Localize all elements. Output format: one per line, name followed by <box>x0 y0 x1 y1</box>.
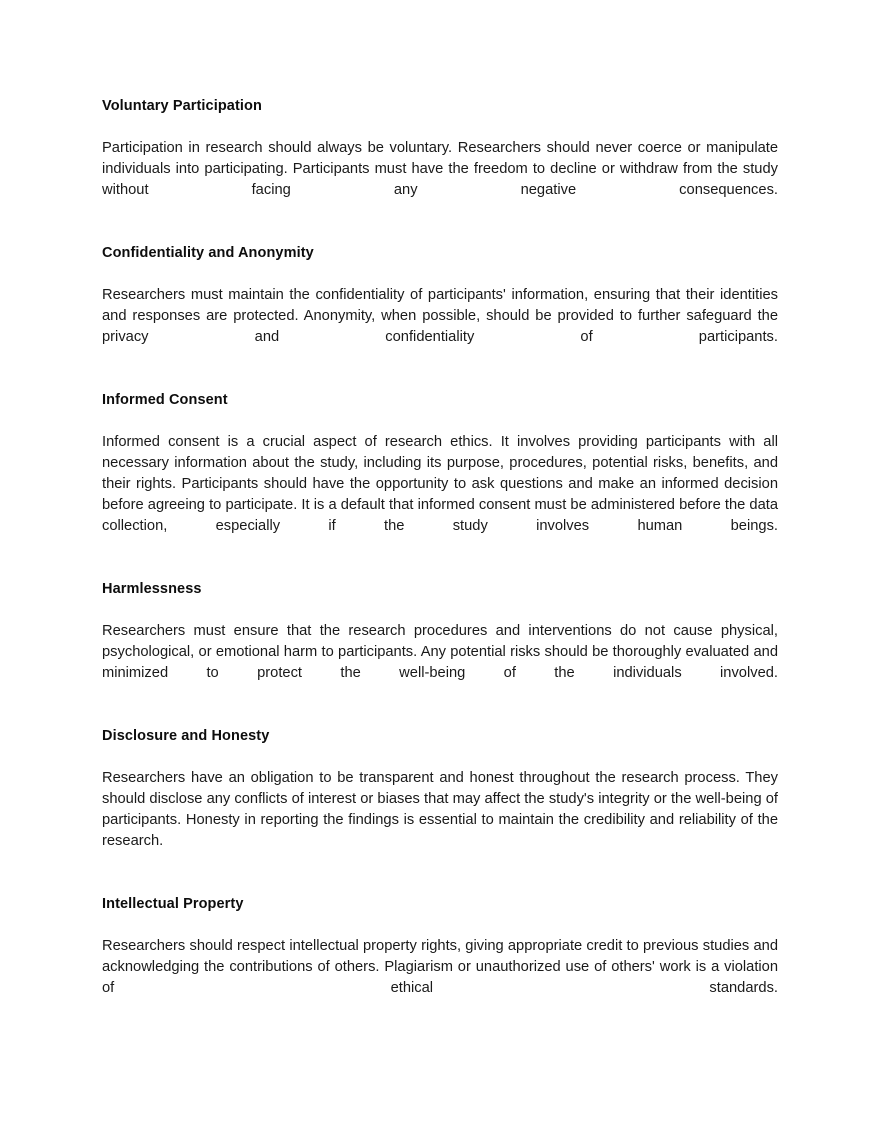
document-content <box>102 96 778 1020</box>
section-disclosure-and-honesty <box>102 726 778 873</box>
section-paragraph: Researchers must ensure that the research procedures and interventions do not cause physical, psychological, or emotional harm to participants. Any potential risks should be thoroughly evaluated and minimized to protect the well-being of the individuals involved. <box>102 623 778 681</box>
section-paragraph: Researchers have an obligation to be transparent and honest throughout the research process. They should disclose any conflicts of interest or biases that may affect the study's integrity or the well-being of participants. Honesty in reporting the findings is essential to maintain the credibility and reliability of the research. <box>102 770 778 849</box>
section-intellectual-property <box>102 894 778 1020</box>
section-paragraph: Participation in research should always be voluntary. Researchers should never coerce or manipulate individuals into participating. Participants must have the freedom to decline or withdraw from the study without facing any negative consequences. <box>102 140 778 198</box>
section-heading: Harmlessness <box>102 581 202 597</box>
section-paragraph: Researchers must maintain the confidentiality of participants' information, ensuring that their identities and responses are protected. Anonymity, when possible, should be provided to further safeguard the privacy and confidentiality of participants. <box>102 287 778 345</box>
section-paragraph: Informed consent is a crucial aspect of research ethics. It involves providing participants with all necessary information about the study, including its purpose, procedures, potential risks, benefits, and their rights. Participants should have the opportunity to ask questions and make an informed decision before agreeing to participate. It is a default that informed consent must be administered before the data collection, especially if the study involves human beings. <box>102 434 778 534</box>
section-heading: Confidentiality and Anonymity <box>102 245 314 261</box>
section-heading: Disclosure and Honesty <box>102 728 270 744</box>
section-informed-consent <box>102 390 778 558</box>
section-heading: Informed Consent <box>102 392 228 408</box>
section-paragraph: Researchers should respect intellectual property rights, giving appropriate credit to previous studies and acknowledging the contributions of others. Plagiarism or unauthorized use of others' work is a violation of ethical standards. <box>102 938 778 996</box>
section-confidentiality-and-anonymity <box>102 243 778 369</box>
section-harmlessness <box>102 579 778 705</box>
section-heading: Voluntary Participation <box>102 98 262 114</box>
section-voluntary-participation <box>102 96 778 222</box>
section-heading: Intellectual Property <box>102 896 244 912</box>
